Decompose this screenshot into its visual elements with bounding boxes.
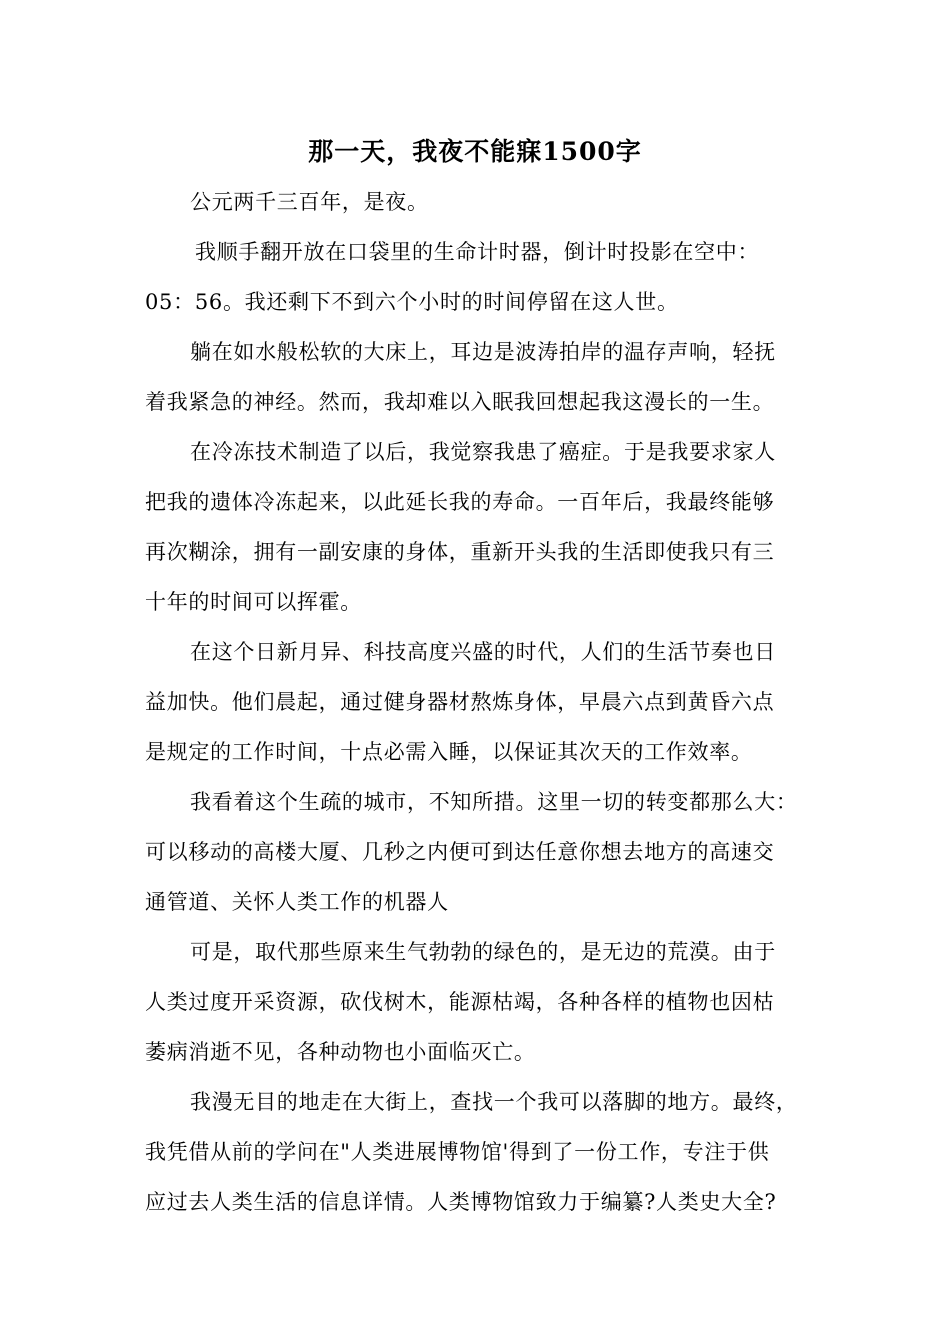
paragraph-line: 可以移动的高楼大厦、几秒之内便可到达任意你想去地方的高速交 xyxy=(145,840,775,864)
paragraph-line: 在冷冻技术制造了以后，我觉察我患了癌症。于是我要求家人 xyxy=(190,440,776,464)
paragraph-line: 人类过度开采资源，砍伐树木，能源枯竭，各种各样的植物也因枯 xyxy=(145,990,775,1014)
paragraph-line: 我顺手翻开放在口袋里的生命计时器，倒计时投影在空中： xyxy=(195,240,760,264)
document-title: 那一天，我夜不能寐1500字 xyxy=(308,137,642,166)
paragraph-line: 可是，取代那些原来生气勃勃的绿色的，是无边的荒漠。由于 xyxy=(190,940,776,964)
paragraph-line: 十年的时间可以挥霍。 xyxy=(145,590,362,614)
paragraph-line: 我漫无目的地走在大街上，查找一个我可以落脚的地方。最终， xyxy=(190,1090,798,1114)
paragraph-line: 再次糊涂，拥有一副安康的身体，重新开头我的生活即使我只有三 xyxy=(145,540,775,564)
paragraph-line: 把我的遗体冷冻起来，以此延长我的寿命。一百年后，我最终能够 xyxy=(145,490,775,514)
paragraph-line: 是规定的工作时间，十点必需入睡，以保证其次天的工作效率。 xyxy=(145,740,753,764)
paragraph-line: 萎病消逝不见，各种动物也小面临灭亡。 xyxy=(145,1040,536,1064)
paragraph-line: 05：56。我还剩下不到六个小时的时间停留在这人世。 xyxy=(145,290,679,314)
paragraph-line: 我看着这个生疏的城市，不知所措。这里一切的转变都那么大： xyxy=(190,790,798,814)
paragraph-line: 通管道、关怀人类工作的机器人 xyxy=(145,890,449,914)
paragraph-line: 着我紧急的神经。然而，我却难以入眠我回想起我这漫长的一生。 xyxy=(145,390,775,414)
paragraph-line: 我凭借从前的学问在"人类进展博物馆'得到了一份工作，专注于供 xyxy=(145,1140,770,1164)
paragraph-line: 益加快。他们晨起，通过健身器材熬炼身体，早晨六点到黄昏六点 xyxy=(145,690,775,714)
paragraph-line: 公元两千三百年，是夜。 xyxy=(190,190,429,214)
paragraph-line: 躺在如水般松软的大床上，耳边是波涛拍岸的温存声响，轻抚 xyxy=(190,340,776,364)
paragraph-line: 应过去人类生活的信息详情。人类博物馆致力于编纂?人类史大全? xyxy=(145,1190,777,1214)
paragraph-line: 在这个日新月异、科技高度兴盛的时代，人们的生活节奏也日 xyxy=(190,640,776,664)
